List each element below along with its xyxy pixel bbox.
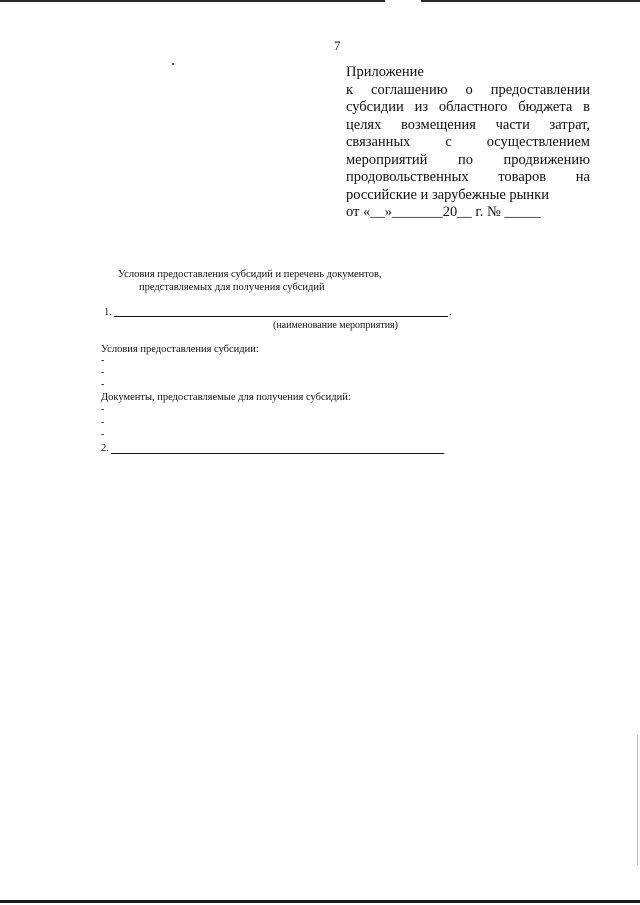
appendix-word: возмещения (401, 116, 476, 133)
appendix-line-6 (346, 169, 590, 187)
appendix-line-2 (346, 99, 590, 117)
item-1-end-mark: . (449, 307, 452, 318)
document-dash-2: - (101, 417, 105, 428)
heading-line-2: представляемых для получения субсидий (139, 282, 325, 293)
scan-speck (172, 63, 174, 65)
appendix-word: областного (438, 99, 508, 115)
appendix-line-7: российские и зарубежные рынки (346, 186, 549, 203)
scan-top-gap (385, 0, 421, 2)
appendix-word: продовольственных (346, 169, 469, 185)
section-heading (118, 268, 382, 294)
appendix-line-5 (346, 152, 590, 170)
appendix-word: в (583, 99, 590, 115)
appendix-word: товаров (498, 169, 547, 185)
appendix-word: с (445, 134, 452, 150)
documents-label: Документы, предоставляемые для получения субсидий: (101, 392, 351, 403)
appendix-line-4 (346, 134, 590, 152)
condition-dash-2: - (101, 367, 105, 378)
appendix-line-1 (346, 82, 590, 100)
appendix-word: бюджета (518, 99, 573, 115)
appendix-word: связанных (346, 134, 411, 150)
appendix-word: продвижению (503, 151, 590, 168)
appendix-word: мероприятий (346, 151, 428, 168)
appendix-word: из (414, 99, 429, 115)
appendix-word: субсидии (346, 99, 404, 115)
condition-dash-1: - (101, 355, 105, 366)
appendix-word: на (575, 169, 590, 185)
appendix-word: о (465, 81, 473, 98)
appendix-word: к (346, 81, 354, 98)
appendix-word: осуществлением (486, 134, 590, 150)
scan-top-edge (0, 0, 640, 2)
conditions-label: Условия предоставления субсидии: (101, 344, 259, 355)
appendix-date-line: от «__»_______20__ г. № _____ (346, 204, 541, 220)
appendix-word: по (457, 151, 473, 168)
appendix-word: соглашению (371, 81, 448, 98)
page-number: 7 (334, 38, 341, 53)
condition-dash-3: - (101, 379, 105, 390)
item-1-caption: (наименование мероприятия) (273, 320, 398, 331)
appendix-line-3 (346, 117, 590, 135)
appendix-word: предоставлении (490, 81, 590, 98)
appendix-word: затрат, (549, 116, 590, 133)
item-1-number: 1. (104, 307, 112, 318)
appendix-block (346, 64, 590, 222)
item-1-blank-line (114, 316, 448, 317)
document-dash-3: - (101, 429, 105, 440)
document-dash-1: - (101, 404, 105, 415)
appendix-word: целях (346, 116, 382, 133)
heading-line-1: Условия предоставления субсидий и перечень документов, (118, 269, 382, 280)
item-2-number: 2. (101, 443, 109, 454)
scan-right-edge (637, 735, 638, 865)
item-2-blank-line (111, 453, 444, 454)
appendix-word: части (495, 116, 530, 133)
appendix-title: Приложение (346, 64, 424, 80)
scan-bottom-edge (0, 900, 640, 903)
